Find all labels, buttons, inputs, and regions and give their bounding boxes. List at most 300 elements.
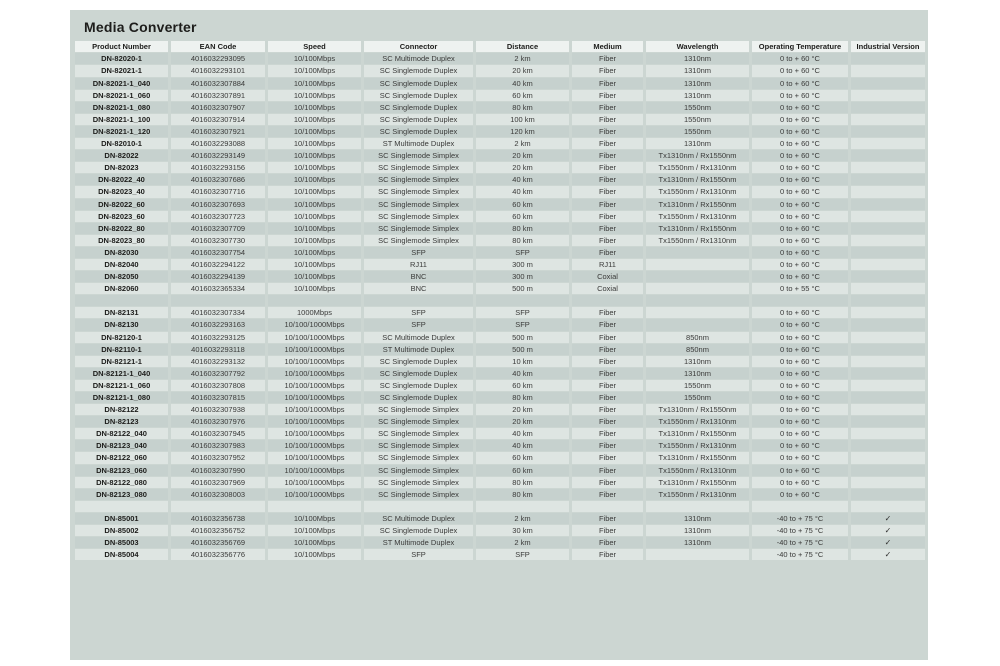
cell-industrial-version [851,477,925,488]
cell-medium: Fiber [572,235,643,246]
table-row [75,404,925,415]
cell-speed: 10/100/1000Mbps [268,428,361,439]
cell-distance: SFP [476,247,569,258]
cell-wavelength [646,283,749,294]
table-row [75,283,925,294]
cell-industrial-version [851,211,925,222]
column-header-distance: Distance [476,41,569,52]
cell-industrial-version [851,356,925,367]
cell-industrial-version [851,428,925,439]
cell-operating-temperature: 0 to + 60 °C [752,247,848,258]
table-row [75,440,925,451]
cell-ean-code: 4016032307709 [171,223,265,234]
cell-wavelength: Tx1550nm / Rx1310nm [646,440,749,451]
cell-medium: Fiber [572,549,643,560]
cell-connector: SC Singlemode Duplex [364,356,473,367]
cell-wavelength: 850nm [646,344,749,355]
cell-product-number: DN-82022_80 [75,223,168,234]
cell-ean-code: 4016032307990 [171,465,265,476]
cell-speed: 10/100Mbps [268,114,361,125]
table-row [75,332,925,343]
cell-operating-temperature: 0 to + 60 °C [752,452,848,463]
cell-connector: RJ11 [364,259,473,270]
cell-speed: 10/100Mbps [268,162,361,173]
cell-wavelength [646,319,749,330]
cell-operating-temperature: 0 to + 60 °C [752,211,848,222]
separator-row [75,501,925,512]
cell-distance: 500 m [476,332,569,343]
cell-medium: Fiber [572,404,643,415]
cell-wavelength: 1310nm [646,368,749,379]
cell-operating-temperature: 0 to + 60 °C [752,344,848,355]
cell-connector: SFP [364,549,473,560]
cell-distance: 40 km [476,368,569,379]
cell-speed: 10/100/1000Mbps [268,440,361,451]
cell-industrial-version [851,53,925,64]
cell-product-number: DN-82023_80 [75,235,168,246]
cell-connector: SFP [364,247,473,258]
cell-distance: 40 km [476,428,569,439]
cell-speed: 10/100Mbps [268,513,361,524]
cell-product-number: DN-82123 [75,416,168,427]
cell-product-number: DN-82022_60 [75,199,168,210]
cell-speed: 10/100Mbps [268,211,361,222]
cell-speed: 10/100Mbps [268,283,361,294]
cell-ean-code: 4016032307914 [171,114,265,125]
cell-distance: 40 km [476,440,569,451]
cell-product-number: DN-82121-1_040 [75,368,168,379]
cell-industrial-version [851,452,925,463]
cell-wavelength: Tx1550nm / Rx1310nm [646,416,749,427]
cell-distance [476,295,569,306]
cell-connector: SC Multimode Duplex [364,332,473,343]
cell-ean-code: 4016032293095 [171,53,265,64]
cell-product-number: DN-82010-1 [75,138,168,149]
cell-ean-code: 4016032293156 [171,162,265,173]
cell-medium: Fiber [572,416,643,427]
cell-connector: BNC [364,283,473,294]
cell-medium: Fiber [572,162,643,173]
table-header-row [75,41,925,52]
table-row [75,356,925,367]
cell-connector: SC Singlemode Duplex [364,380,473,391]
cell-operating-temperature: 0 to + 60 °C [752,380,848,391]
cell-operating-temperature: 0 to + 60 °C [752,102,848,113]
cell-connector: SC Singlemode Simplex [364,223,473,234]
table-row [75,465,925,476]
cell-speed: 10/100Mbps [268,525,361,536]
cell-distance: 60 km [476,452,569,463]
cell-operating-temperature: -40 to + 75 °C [752,537,848,548]
cell-medium: Fiber [572,477,643,488]
cell-connector: SC Singlemode Duplex [364,90,473,101]
cell-speed: 10/100Mbps [268,537,361,548]
cell-distance: 20 km [476,65,569,76]
cell-connector: SC Singlemode Simplex [364,428,473,439]
cell-speed [268,295,361,306]
cell-operating-temperature: 0 to + 60 °C [752,186,848,197]
table-row [75,235,925,246]
cell-industrial-version [851,162,925,173]
cell-medium: Fiber [572,199,643,210]
table-row [75,525,925,536]
cell-distance: 500 m [476,283,569,294]
cell-wavelength: 1550nm [646,114,749,125]
cell-speed: 10/100Mbps [268,549,361,560]
cell-operating-temperature: 0 to + 60 °C [752,138,848,149]
cell-connector: SC Singlemode Simplex [364,186,473,197]
separator-row [75,295,925,306]
cell-product-number: DN-82131 [75,307,168,318]
table-row [75,186,925,197]
cell-operating-temperature: 0 to + 60 °C [752,199,848,210]
cell-speed: 10/100Mbps [268,259,361,270]
cell-product-number: DN-82060 [75,283,168,294]
cell-speed: 1000Mbps [268,307,361,318]
cell-ean-code: 4016032356738 [171,513,265,524]
cell-distance: 80 km [476,392,569,403]
cell-speed: 10/100Mbps [268,199,361,210]
cell-speed: 10/100Mbps [268,271,361,282]
cell-operating-temperature: -40 to + 75 °C [752,549,848,560]
table-row [75,549,925,560]
table-row [75,211,925,222]
cell-connector: SC Singlemode Duplex [364,368,473,379]
cell-industrial-version [851,271,925,282]
cell-wavelength: 1550nm [646,102,749,113]
cell-wavelength: Tx1550nm / Rx1310nm [646,211,749,222]
cell-speed: 10/100Mbps [268,247,361,258]
cell-product-number: DN-82130 [75,319,168,330]
cell-industrial-version [851,259,925,270]
cell-wavelength: 1310nm [646,513,749,524]
cell-operating-temperature: 0 to + 60 °C [752,65,848,76]
cell-distance: 60 km [476,199,569,210]
cell-connector: SC Singlemode Simplex [364,211,473,222]
cell-speed: 10/100/1000Mbps [268,489,361,500]
cell-ean-code: 4016032307792 [171,368,265,379]
cell-operating-temperature: 0 to + 60 °C [752,162,848,173]
cell-industrial-version [851,368,925,379]
cell-speed: 10/100/1000Mbps [268,477,361,488]
cell-wavelength: 1310nm [646,90,749,101]
cell-ean-code: 4016032307891 [171,90,265,101]
cell-speed: 10/100Mbps [268,65,361,76]
cell-industrial-version [851,150,925,161]
cell-industrial-version [851,114,925,125]
table-row [75,489,925,500]
cell-ean-code: 4016032307723 [171,211,265,222]
cell-operating-temperature: 0 to + 55 °C [752,283,848,294]
media-converter-panel [70,10,928,660]
cell-connector: SC Singlemode Simplex [364,416,473,427]
cell-product-number: DN-82121-1 [75,356,168,367]
cell-product-number: DN-85001 [75,513,168,524]
check-icon: ✓ [884,538,892,548]
cell-speed: 10/100Mbps [268,186,361,197]
cell-industrial-version [851,90,925,101]
cell-medium: Coxial [572,283,643,294]
cell-industrial-version [851,344,925,355]
column-header-operating-temperature: Operating Temperature [752,41,848,52]
cell-industrial-version [851,174,925,185]
cell-distance: 2 km [476,513,569,524]
cell-wavelength: Tx1550nm / Rx1310nm [646,465,749,476]
cell-product-number: DN-82121-1_080 [75,392,168,403]
cell-distance: 40 km [476,174,569,185]
cell-ean-code: 4016032307334 [171,307,265,318]
cell-wavelength [646,247,749,258]
cell-medium: Fiber [572,247,643,258]
cell-product-number: DN-82020-1 [75,53,168,64]
cell-wavelength: 1550nm [646,380,749,391]
cell-ean-code: 4016032307815 [171,392,265,403]
cell-industrial-version [851,319,925,330]
table-row [75,90,925,101]
cell-operating-temperature: 0 to + 60 °C [752,174,848,185]
table-row [75,344,925,355]
cell-medium: Fiber [572,344,643,355]
cell-medium: RJ11 [572,259,643,270]
cell-product-number: DN-82021-1_100 [75,114,168,125]
table-row [75,78,925,89]
cell-wavelength [646,271,749,282]
cell-connector: SC Singlemode Duplex [364,78,473,89]
cell-speed: 10/100/1000Mbps [268,332,361,343]
cell-ean-code: 4016032307969 [171,477,265,488]
cell-industrial-version [851,501,925,512]
cell-speed: 10/100/1000Mbps [268,392,361,403]
cell-distance: 300 m [476,259,569,270]
page-title: Media Converter [84,19,197,35]
cell-ean-code: 4016032307945 [171,428,265,439]
cell-ean-code: 4016032307730 [171,235,265,246]
cell-speed: 10/100Mbps [268,174,361,185]
cell-speed: 10/100/1000Mbps [268,452,361,463]
cell-medium: Fiber [572,211,643,222]
cell-distance: 500 m [476,344,569,355]
column-header-product-number: Product Number [75,41,168,52]
cell-connector: SC Singlemode Simplex [364,235,473,246]
cell-distance: 80 km [476,102,569,113]
cell-industrial-version [851,307,925,318]
cell-industrial-version [851,223,925,234]
cell-connector: SC Singlemode Simplex [364,150,473,161]
cell-ean-code: 4016032356752 [171,525,265,536]
cell-medium: Fiber [572,186,643,197]
cell-product-number: DN-82120-1 [75,332,168,343]
cell-product-number: DN-82121-1_060 [75,380,168,391]
cell-ean-code [171,501,265,512]
cell-medium: Fiber [572,332,643,343]
cell-speed: 10/100Mbps [268,53,361,64]
cell-medium: Fiber [572,174,643,185]
cell-ean-code: 4016032293163 [171,319,265,330]
column-header-ean-code: EAN Code [171,41,265,52]
cell-wavelength: Tx1310nm / Rx1550nm [646,174,749,185]
cell-speed: 10/100Mbps [268,90,361,101]
check-icon: ✓ [884,513,892,523]
cell-ean-code: 4016032307686 [171,174,265,185]
table-row [75,223,925,234]
table-body [75,53,925,560]
cell-connector: SC Singlemode Simplex [364,174,473,185]
cell-operating-temperature: 0 to + 60 °C [752,259,848,270]
cell-product-number: DN-85002 [75,525,168,536]
cell-industrial-version [851,138,925,149]
cell-wavelength: Tx1550nm / Rx1310nm [646,489,749,500]
cell-operating-temperature: 0 to + 60 °C [752,235,848,246]
cell-wavelength: Tx1550nm / Rx1310nm [646,186,749,197]
cell-connector: SC Singlemode Duplex [364,392,473,403]
cell-operating-temperature: 0 to + 60 °C [752,477,848,488]
cell-connector: ST Multimode Duplex [364,138,473,149]
column-header-wavelength: Wavelength [646,41,749,52]
cell-ean-code: 4016032293132 [171,356,265,367]
cell-speed: 10/100/1000Mbps [268,380,361,391]
table-row [75,392,925,403]
cell-ean-code: 4016032293118 [171,344,265,355]
cell-ean-code: 4016032365334 [171,283,265,294]
cell-speed [268,501,361,512]
cell-distance: 80 km [476,235,569,246]
cell-medium: Fiber [572,126,643,137]
cell-product-number: DN-85004 [75,549,168,560]
cell-medium: Fiber [572,368,643,379]
cell-distance: 2 km [476,53,569,64]
cell-industrial-version [851,404,925,415]
cell-distance: 60 km [476,465,569,476]
cell-distance: SFP [476,319,569,330]
cell-ean-code: 4016032307754 [171,247,265,258]
cell-connector: SC Singlemode Simplex [364,404,473,415]
cell-product-number [75,295,168,306]
cell-wavelength: Tx1310nm / Rx1550nm [646,223,749,234]
table-row [75,247,925,258]
cell-ean-code: 4016032293088 [171,138,265,149]
cell-wavelength: 1310nm [646,65,749,76]
cell-operating-temperature [752,501,848,512]
table-row [75,174,925,185]
cell-industrial-version [851,513,925,524]
cell-ean-code: 4016032293125 [171,332,265,343]
cell-operating-temperature: -40 to + 75 °C [752,525,848,536]
cell-medium: Fiber [572,150,643,161]
cell-wavelength: 1310nm [646,537,749,548]
cell-product-number [75,501,168,512]
cell-wavelength: 1310nm [646,78,749,89]
table-row [75,477,925,488]
cell-product-number: DN-82023_60 [75,211,168,222]
cell-operating-temperature: 0 to + 60 °C [752,90,848,101]
cell-industrial-version [851,332,925,343]
cell-connector: BNC [364,271,473,282]
cell-distance: 30 km [476,525,569,536]
cell-operating-temperature: 0 to + 60 °C [752,78,848,89]
cell-speed: 10/100Mbps [268,150,361,161]
cell-industrial-version [851,235,925,246]
cell-connector: SC Singlemode Simplex [364,477,473,488]
cell-wavelength: Tx1310nm / Rx1550nm [646,428,749,439]
cell-medium: Fiber [572,307,643,318]
cell-industrial-version [851,489,925,500]
cell-industrial-version [851,465,925,476]
cell-connector: SC Singlemode Duplex [364,102,473,113]
table-row [75,65,925,76]
cell-wavelength: 1550nm [646,126,749,137]
cell-operating-temperature: 0 to + 60 °C [752,489,848,500]
cell-connector: SC Multimode Duplex [364,513,473,524]
cell-operating-temperature: 0 to + 60 °C [752,319,848,330]
cell-wavelength: 1550nm [646,392,749,403]
table-row [75,380,925,391]
cell-industrial-version [851,102,925,113]
cell-medium: Fiber [572,102,643,113]
table-row [75,150,925,161]
cell-distance: 20 km [476,150,569,161]
cell-ean-code: 4016032294122 [171,259,265,270]
cell-speed: 10/100Mbps [268,138,361,149]
cell-product-number: DN-82021-1_040 [75,78,168,89]
cell-operating-temperature: -40 to + 75 °C [752,513,848,524]
cell-medium: Fiber [572,356,643,367]
cell-operating-temperature: 0 to + 60 °C [752,271,848,282]
table-row [75,138,925,149]
cell-product-number: DN-82021-1 [75,65,168,76]
cell-industrial-version [851,247,925,258]
cell-connector: ST Multimode Duplex [364,537,473,548]
cell-operating-temperature: 0 to + 60 °C [752,428,848,439]
table-row [75,428,925,439]
cell-medium: Fiber [572,465,643,476]
cell-operating-temperature: 0 to + 60 °C [752,404,848,415]
cell-connector: SC Singlemode Simplex [364,199,473,210]
cell-industrial-version [851,199,925,210]
cell-operating-temperature: 0 to + 60 °C [752,150,848,161]
cell-wavelength [646,295,749,306]
cell-distance: 20 km [476,416,569,427]
table-row [75,53,925,64]
cell-product-number: DN-82022 [75,150,168,161]
cell-industrial-version [851,416,925,427]
cell-industrial-version [851,549,925,560]
cell-ean-code: 4016032293149 [171,150,265,161]
cell-ean-code: 4016032307938 [171,404,265,415]
cell-distance: 80 km [476,223,569,234]
cell-industrial-version [851,78,925,89]
cell-industrial-version [851,283,925,294]
cell-distance: 120 km [476,126,569,137]
cell-product-number: DN-82023_40 [75,186,168,197]
table-row [75,114,925,125]
column-header-connector: Connector [364,41,473,52]
cell-wavelength [646,259,749,270]
table-row [75,162,925,173]
cell-speed: 10/100Mbps [268,102,361,113]
cell-connector: SC Singlemode Simplex [364,162,473,173]
cell-medium [572,295,643,306]
cell-connector: SFP [364,307,473,318]
cell-ean-code: 4016032307921 [171,126,265,137]
cell-connector: SC Singlemode Duplex [364,525,473,536]
cell-medium: Fiber [572,440,643,451]
cell-ean-code: 4016032308003 [171,489,265,500]
cell-product-number: DN-82040 [75,259,168,270]
cell-operating-temperature: 0 to + 60 °C [752,307,848,318]
cell-industrial-version [851,380,925,391]
cell-speed: 10/100/1000Mbps [268,416,361,427]
cell-distance: SFP [476,549,569,560]
